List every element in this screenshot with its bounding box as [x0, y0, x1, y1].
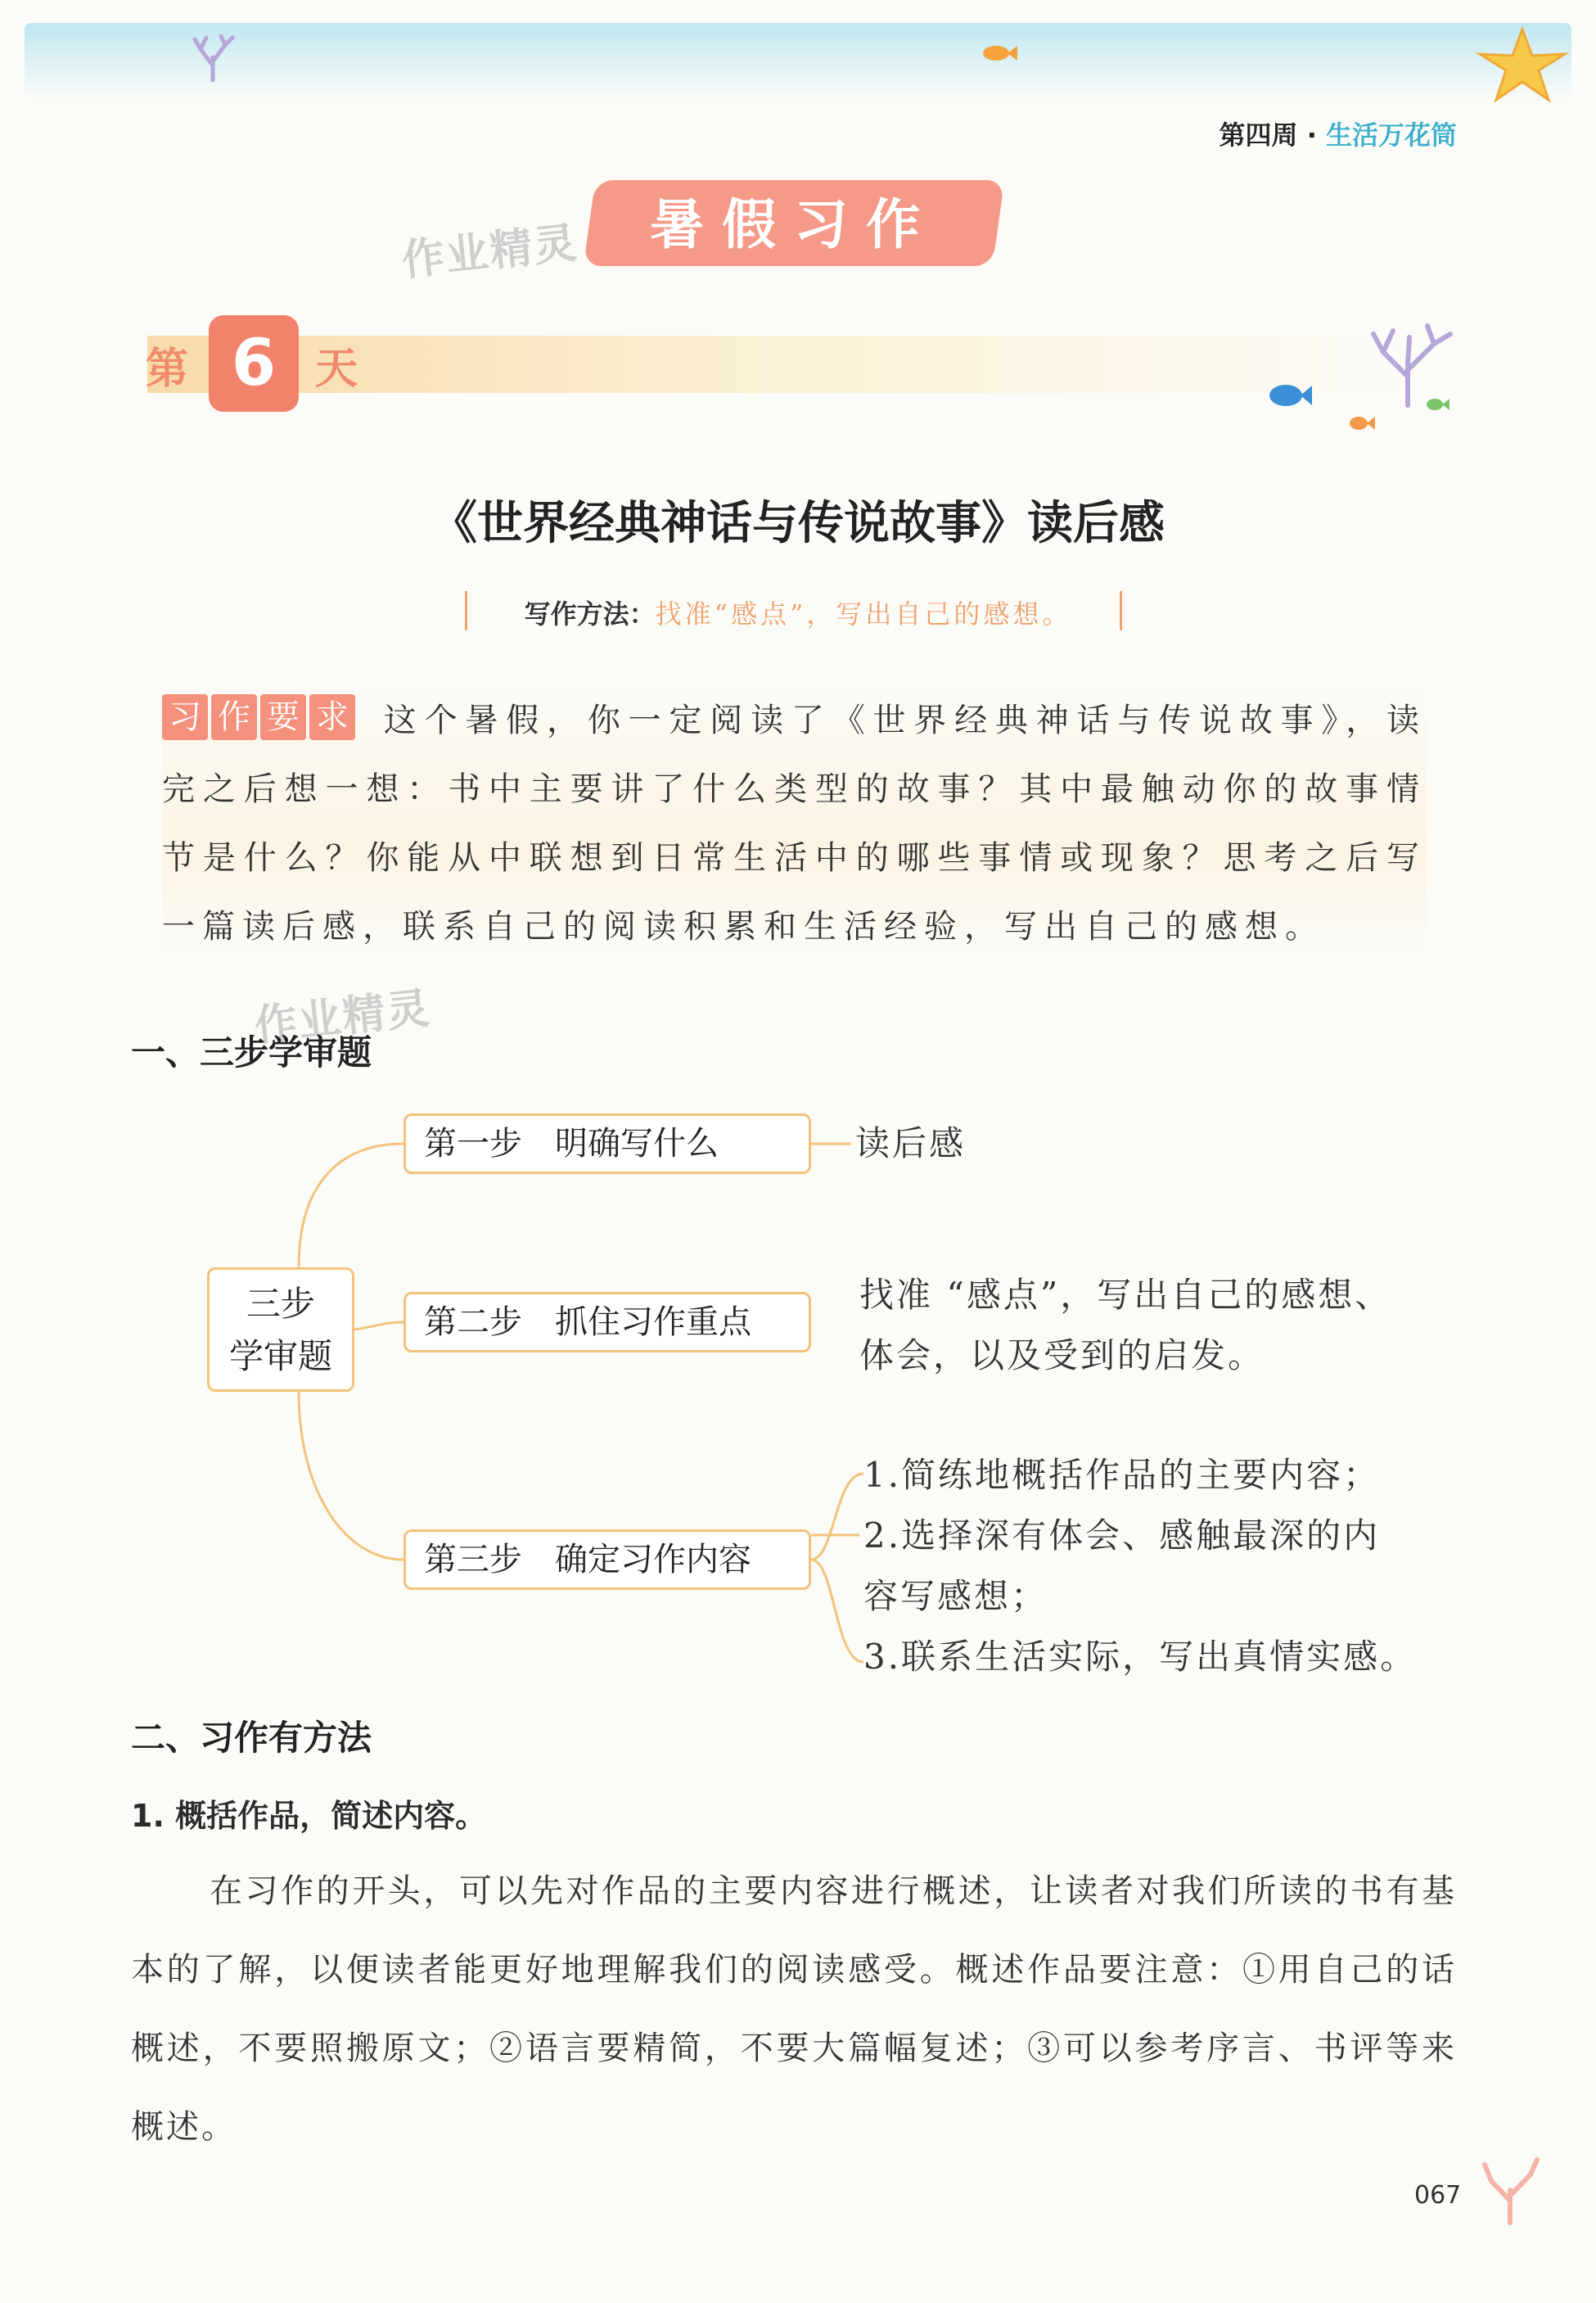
week-label: 第四周: [1219, 120, 1298, 151]
week-separator: ·: [1306, 120, 1317, 151]
step-result: [863, 1445, 1436, 1687]
center-line: 三步: [246, 1284, 315, 1324]
step-label: 确定习作内容: [555, 1541, 751, 1578]
paragraph: 在习作的开头，可以先对作品的主要内容进行概述，让读者对我们所读的书有基本的了解，以便读者能更好地理解我们的阅读感受。概述作品要注意：①用自己的话概述，不要照搬原文；②语言要精简，不要大篇幅复述；③可以参考序言、书评等来概述。: [131, 1872, 1457, 2146]
step-label: 明确写什么: [555, 1125, 719, 1163]
result-line: 容写感想；: [863, 1576, 1048, 1616]
fish-icon: [1265, 381, 1314, 410]
tag-char: 求: [309, 694, 355, 740]
method-bar-right: [1120, 591, 1122, 630]
requirement-tag: [162, 698, 358, 739]
tag-char: 习: [162, 694, 208, 740]
coral-icon: [180, 33, 246, 82]
result-line: 体会，以及受到的启发。: [859, 1335, 1265, 1375]
step-box: [404, 1292, 811, 1352]
requirement-block: [162, 686, 1427, 961]
requirement-text: 这个暑假，你一定阅读了《世界经典神话与传说故事》，读完之后想一想：书中主要讲了什么类型的故事？其中最触动你的故事情节是什么？你能从中联想到日常生活中的哪些事情或现象？思考之后写一篇读后感，联系自己的阅读积累和生活经验，写出自己的感想。: [162, 702, 1427, 946]
fish-icon: [1346, 413, 1376, 433]
step-number: 第三步: [424, 1541, 522, 1578]
fish-icon: [1424, 395, 1450, 413]
watermark: 作业精灵: [399, 218, 581, 287]
diagram-center: [207, 1267, 354, 1392]
step-result: [859, 1265, 1432, 1386]
method-value: 找准“感点”，写出自己的感想。: [655, 598, 1072, 630]
result-line: 读后感: [855, 1123, 967, 1163]
fish-icon: [978, 43, 1019, 64]
day-number: 6: [209, 315, 299, 412]
result-line: 2.选择深有体会、感触最深的内: [863, 1515, 1381, 1556]
tag-char: 作: [211, 694, 257, 740]
coral-icon: [1473, 2153, 1547, 2227]
step-label: 抓住习作重点: [555, 1303, 751, 1341]
step-result: [855, 1113, 966, 1174]
theme-label: 生活万花筒: [1325, 120, 1457, 151]
banner-title: 暑假习作: [650, 193, 938, 256]
header-band: [25, 23, 1571, 101]
method-label: 写作方法：: [524, 598, 656, 630]
starfish-icon: [1473, 23, 1571, 105]
section-heading: 一、三步学审题: [131, 1032, 372, 1072]
result-line: 1.简练地概括作品的主要内容；: [863, 1455, 1381, 1495]
watermark: 作业精灵: [252, 983, 434, 1052]
sub-heading: 1. 概括作品，简述内容。: [131, 1798, 487, 1834]
writing-method: [0, 594, 1596, 631]
center-line: 学审题: [228, 1336, 332, 1376]
week-theme: [1220, 115, 1457, 152]
result-line: 找准 “感点”，写出自己的感想、: [859, 1275, 1392, 1315]
page-number: 067: [1414, 2181, 1462, 2210]
step-number: 第二步: [424, 1303, 522, 1341]
essay-title: 《世界经典神话与传说故事》读后感: [431, 496, 1165, 550]
step-box: [404, 1529, 811, 1590]
day-prefix: 第: [146, 345, 189, 394]
tag-char: 要: [260, 694, 306, 740]
step-box: [404, 1113, 811, 1174]
day-suffix: 天: [315, 345, 358, 394]
result-line: 3.联系生活实际，写出真情实感。: [863, 1637, 1418, 1677]
step-number: 第一步: [424, 1125, 522, 1163]
section-heading: 二、习作有方法: [131, 1718, 372, 1758]
